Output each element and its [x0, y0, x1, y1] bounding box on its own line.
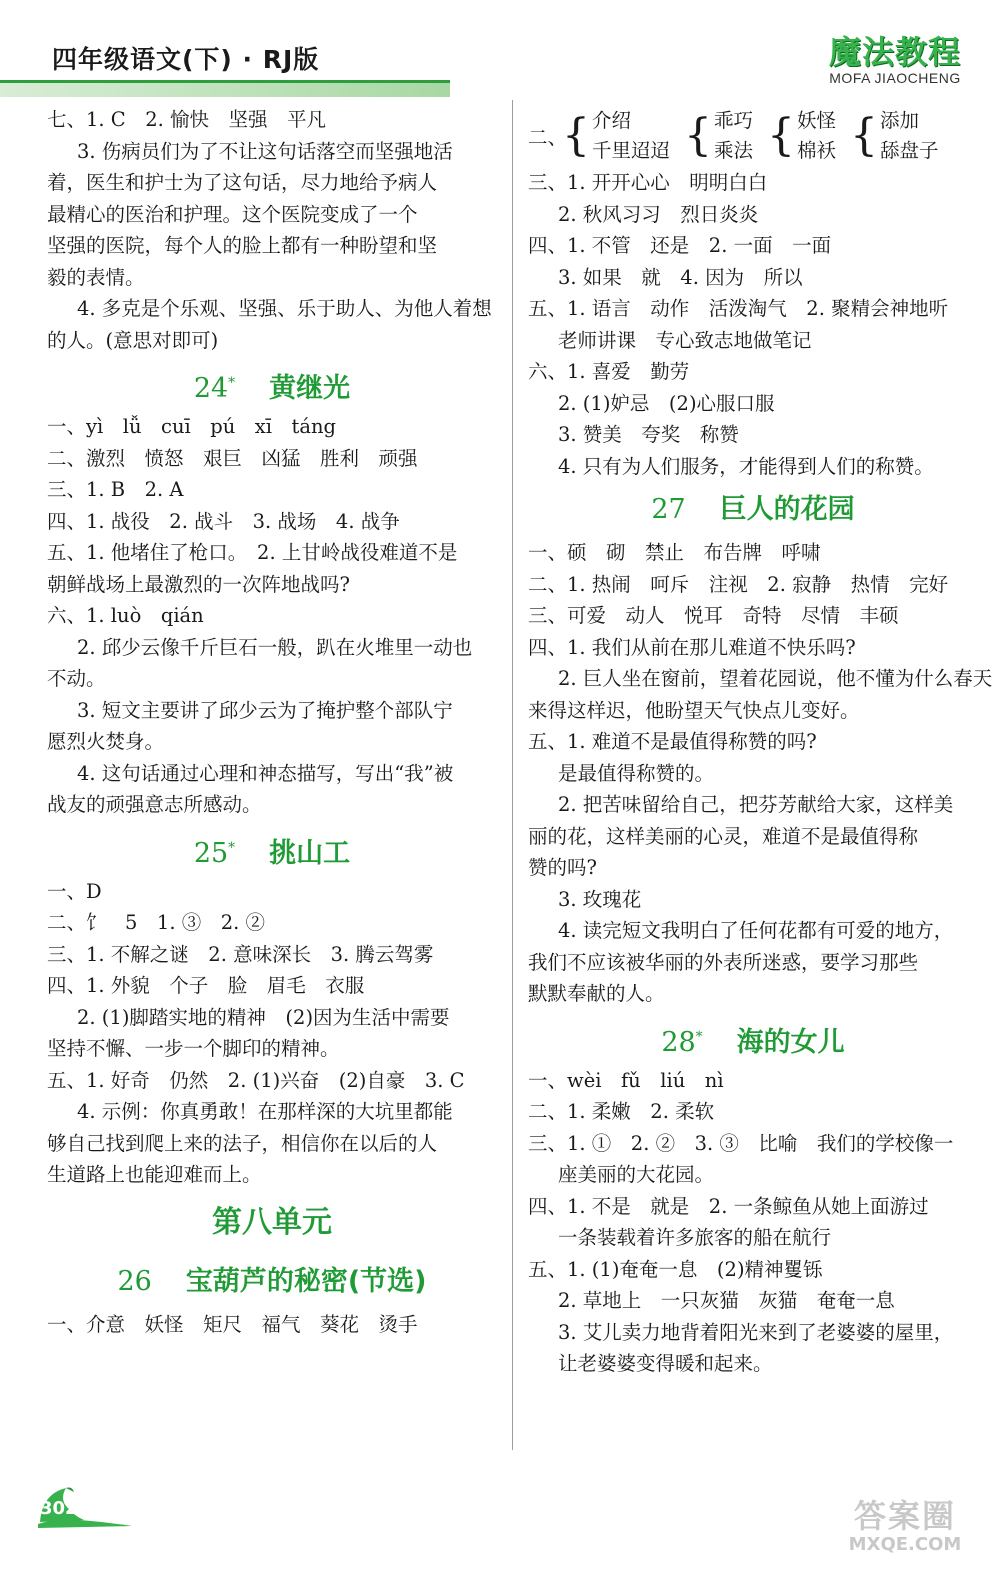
answer-line: 一、D: [47, 879, 102, 903]
word: 介绍: [592, 108, 632, 132]
answer-line: 座美丽的大花园。: [558, 1163, 715, 1186]
lesson-number: 28*: [661, 1026, 703, 1058]
answer-line: 着，医生和护士为了这句话，尽力地给予病人: [47, 171, 438, 194]
answer-line: 3. 如果 就 4. 因为 所以: [558, 265, 803, 289]
page-header: [0, 0, 1000, 105]
lesson-title: 巨人的花园: [719, 494, 855, 525]
brand-logo: [820, 34, 970, 86]
answer-line: 三、1. 开开心心 明明白白: [528, 171, 768, 194]
answer-line: 四、1. 外貌 个子 脸 眉毛 衣服: [47, 974, 365, 997]
answer-line: 二、1. 热闹 呵斥 注视 2. 寂静 热情 完好: [528, 572, 949, 596]
answer-line: 2. 巨人坐在窗前，望着花园说，他不懂为什么春天: [558, 667, 993, 690]
word: 添加: [880, 108, 920, 132]
answer-line: 五、1. 他堵住了枪口。 2. 上甘岭战役难道不是: [47, 541, 458, 564]
answer-line: 四、1. 不管 还是 2. 一面 一面: [528, 234, 832, 257]
answer-line: 4. 示例：你真勇敢！在那样深的大坑里都能: [77, 1100, 453, 1123]
answer-line: 一条装载着许多旅客的船在航行: [558, 1226, 832, 1249]
answer-line: 4. 读完短文我明白了任何花都有可爱的地方，: [558, 919, 954, 942]
unit-heading: 第八单元: [212, 1204, 332, 1240]
lesson-number: 24*: [193, 373, 236, 404]
word-group: [684, 106, 753, 166]
answer-line: 3. 伤病员们为了不让这句话落空而坚强地活: [77, 139, 453, 163]
question-number: 二、: [528, 125, 568, 149]
word: 千里迢迢: [592, 138, 671, 162]
lesson-heading-27: [528, 482, 978, 537]
watermark-text: 答案圈: [853, 1497, 956, 1535]
brace-icon: {: [850, 109, 879, 161]
answer-line: 3. 短文主要讲了邱少云为了掩护整个部队宁: [77, 698, 453, 722]
answer-line: 二、1. 柔嫩 2. 柔软: [528, 1100, 715, 1123]
answer-line: 三、1. ① 2. ② 3. ③ 比喻 我们的学校像一: [528, 1131, 954, 1155]
lesson-title: 挑山工: [269, 837, 351, 869]
answer-line: 四、1. 不是 就是 2. 一条鲸鱼从她上面游过: [528, 1194, 929, 1218]
answer-line: 一、yì lǚ cuī pú xī táng: [47, 415, 337, 438]
watermark: [825, 1498, 985, 1555]
answer-line: 生道路上也能迎难而上。: [47, 1163, 262, 1186]
word: 乖巧: [714, 108, 754, 132]
answer-line: 丽的花，这样美丽的心灵，难道不是最值得称: [528, 824, 919, 848]
word-group: [562, 106, 670, 166]
answer-line: 2. (1)妒忌 (2)心服口服: [558, 391, 775, 415]
answer-line: 2. (1)脚踏实地的精神 (2)因为生活中需要: [77, 1005, 450, 1029]
word: 棉袄: [797, 138, 837, 162]
brace-icon: {: [684, 109, 713, 161]
lesson-title: 宝葫芦的秘密(节选): [185, 1265, 427, 1297]
page-number: 302: [40, 1498, 78, 1519]
answer-line: 最精心的医治和护理。这个医院变成了一个: [47, 202, 418, 226]
answer-line: 七、1. C 2. 愉快 坚强 平凡: [47, 108, 327, 131]
answer-line: 五、1. (1)奄奄一息 (2)精神矍铄: [528, 1257, 823, 1281]
lesson-number: 25*: [193, 837, 236, 869]
answer-line: 坚持不懈、一步一个脚印的精神。: [47, 1037, 340, 1060]
answer-line: 五、1. 语言 动作 活泼淘气 2. 聚精会神地听: [528, 297, 949, 320]
watermark-url: MXQE.COM: [848, 1534, 962, 1555]
answer-line: 坚强的医院，每个人的脸上都有一种盼望和坚: [47, 234, 438, 257]
left-column: [47, 104, 497, 1340]
lesson-heading-26: [47, 1254, 497, 1309]
header-rule: [0, 80, 450, 97]
answer-line: 朝鲜战场上最激烈的一次阵地战吗?: [47, 572, 350, 596]
answer-line: 来得这样迟，他盼望天气快点儿变好。: [528, 698, 860, 722]
answer-line: 不动。: [47, 667, 106, 690]
answer-line: 六、1. 喜爱 勤劳: [528, 360, 690, 383]
lesson-heading-24: [47, 356, 497, 411]
answer-line: 2. 秋风习习 烈日炎炎: [558, 202, 759, 226]
answer-line: 2. 把苦味留给自己，把芬芳献给大家，这样美: [558, 793, 954, 816]
answer-line: 的人。(意思对即可): [47, 328, 219, 352]
answer-line: 老师讲课 专心致志地做笔记: [558, 328, 812, 352]
answer-line: 一、介意 妖怪 矩尺 福气 葵花 烫手: [47, 1312, 418, 1336]
lesson-heading-28: [528, 1010, 978, 1065]
book-title: 四年级语文(下) · RJ版: [52, 45, 320, 74]
word: 妖怪: [797, 108, 837, 132]
right-column: [528, 104, 993, 1380]
answer-line: 4. 只有为人们服务，才能得到人们的称赞。: [558, 454, 934, 478]
answer-line: 3. 赞美 夸奖 称赞: [558, 423, 739, 446]
brand-subtitle: MOFA JIAOCHENG: [829, 70, 961, 86]
answer-line: 默默奉献的人。: [528, 982, 665, 1005]
answer-line: 是最值得称赞的。: [558, 761, 715, 785]
answer-line: 让老婆婆变得暖和起来。: [558, 1352, 773, 1375]
page-number-badge: [36, 1484, 136, 1528]
answer-line: 够自己找到爬上来的法子，相信你在以后的人: [47, 1131, 438, 1155]
answer-line: 3. 玫瑰花: [558, 887, 642, 911]
word-group: [767, 106, 836, 166]
lesson-heading-25: [47, 821, 497, 876]
lesson-title: 海的女儿: [736, 1026, 845, 1058]
brand-name: 魔法教程: [828, 33, 961, 71]
answer-line: 毅的表情。: [47, 265, 145, 289]
lesson-title: 黄继光: [269, 373, 351, 404]
brace-icon: {: [562, 109, 590, 161]
answer-line: 二、饣 5 1. ③ 2. ②: [47, 911, 266, 934]
answer-line: 赞的吗?: [528, 856, 597, 879]
answer-line: 愿烈火焚身。: [47, 730, 165, 753]
answer-line: 五、1. 难道不是最值得称赞的吗?: [528, 730, 817, 753]
word-groups: [528, 104, 978, 167]
answer-line: 2. 草地上 一只灰猫 灰猫 奄奄一息: [558, 1289, 895, 1312]
word: 舔盘子: [880, 138, 939, 162]
answer-line: 2. 邱少云像千斤巨石一般，趴在火堆里一动也: [77, 635, 473, 659]
lesson-number: 26: [117, 1265, 152, 1297]
answer-line: 一、硕 砌 禁止 布告牌 呼啸: [528, 541, 821, 564]
answer-line: 3. 艾儿卖力地背着阳光来到了老婆婆的屋里，: [558, 1320, 954, 1344]
word-group: [850, 106, 939, 166]
brace-icon: {: [767, 109, 796, 161]
answer-line: 二、激烈 愤怒 艰巨 凶猛 胜利 顽强: [47, 446, 418, 470]
answer-line: 4. 这句话通过心理和神态描写，写出“我”被: [77, 761, 454, 785]
answer-line: 一、wèi fǔ liú nì: [528, 1068, 724, 1092]
word: 乘法: [714, 138, 754, 162]
answer-line: 我们不应该被华丽的外表所迷惑，要学习那些: [528, 950, 919, 974]
answer-line: 五、1. 好奇 仍然 2. (1)兴奋 (2)自豪 3. C: [47, 1068, 465, 1092]
answer-line: 4. 多克是个乐观、坚强、乐于助人、为他人着想: [77, 297, 492, 320]
answer-line: 三、可爱 动人 悦耳 奇特 尽情 丰硕: [528, 604, 899, 627]
answer-line: 六、1. luò qián: [47, 604, 204, 627]
answer-line: 战友的顽强意志所感动。: [47, 793, 262, 816]
answer-line: 三、1. B 2. A: [47, 478, 184, 501]
answer-line: 四、1. 战役 2. 战斗 3. 战场 4. 战争: [47, 509, 400, 533]
answer-line: 四、1. 我们从前在那儿难道不快乐吗?: [528, 635, 856, 659]
lesson-number: 27: [651, 494, 686, 525]
answer-line: 三、1. 不解之谜 2. 意味深长 3. 腾云驾雾: [47, 942, 434, 966]
column-divider: [512, 100, 513, 1450]
